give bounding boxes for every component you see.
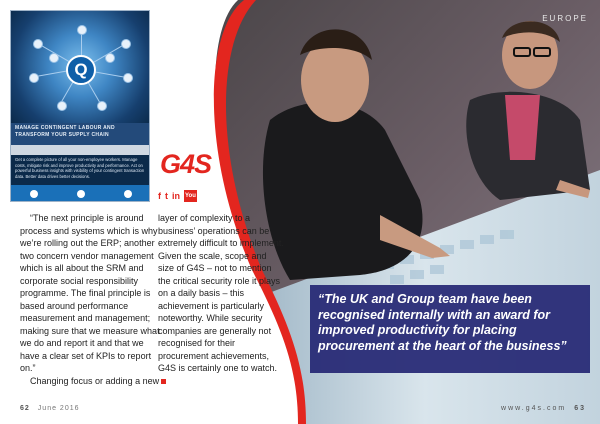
- article-paragraph: [158, 212, 284, 387]
- footer-left: [20, 405, 80, 413]
- q-logo-icon: Q: [66, 55, 96, 85]
- website-link[interactable]: www.g4s.com: [501, 405, 567, 412]
- g4s-logo: G4S: [160, 149, 212, 179]
- youtube-icon[interactable]: You: [184, 190, 197, 202]
- article-paragraph: “The next principle is around process and systems which is why we’re rolling out the ERP; another two concern vendor management which is all about the SRM and corporate social responsibility programme. The final principle is based around performance measurement and management; making sure that we measure what we do and report it and that we have a clear set of KPIs to report on.”: [20, 213, 160, 373]
- article-paragraph: Changing focus or adding a new: [30, 375, 160, 386]
- person-icon: [57, 101, 67, 111]
- person-icon: [121, 39, 131, 49]
- person-icon: [77, 25, 87, 35]
- advertisement[interactable]: [10, 10, 150, 202]
- linkedin-icon[interactable]: in: [172, 191, 180, 201]
- email-icon: [124, 190, 132, 198]
- person-icon: [97, 101, 107, 111]
- pull-quote: “The UK and Group team have been recognised internally with an award for improved productivity for placing procurement at the heart of the business”: [318, 292, 567, 353]
- phone-icon: [30, 190, 38, 198]
- ad-body: Get a complete picture of all your non-employee workers. Manage costs, mitigate risk and improve productivity and performance. Act on powerful business insights with visibility of your contingent transaction data. Better data drives better decisions.: [15, 157, 145, 179]
- issue-date: June 2016: [37, 405, 80, 412]
- person-icon: [49, 53, 59, 63]
- ad-strip: [11, 145, 150, 155]
- social-icons: [158, 190, 197, 202]
- article-column-right: [158, 212, 284, 387]
- person-icon: [123, 73, 133, 83]
- ad-headline: MANAGE CONTINGENT LABOUR AND TRANSFORM YOUR SUPPLY CHAIN: [11, 123, 150, 145]
- page-number: 63: [574, 405, 586, 412]
- twitter-icon[interactable]: t: [165, 191, 168, 201]
- article-column-left: [20, 212, 160, 387]
- ad-contact-bar: [11, 185, 150, 202]
- footer-right: [501, 405, 586, 413]
- section-label: EUROPE: [542, 14, 588, 23]
- pull-quote-box: [310, 285, 590, 373]
- facebook-icon[interactable]: f: [158, 191, 161, 201]
- end-of-article-mark: [161, 379, 166, 384]
- person-icon: [33, 39, 43, 49]
- ad-network-graphic: [11, 11, 150, 123]
- article-text: layer of complexity to a business’ operations can be extremely difficult to implement. Given the scale, scope and size of G4S – not to mention the critical security role it plays on a daily basis – this achievement is particularly noteworthy. While security companies are generally not recognised for their procurement achievements, G4S is certainly one to watch.: [158, 213, 284, 373]
- person-icon: [105, 53, 115, 63]
- page-number: 62: [20, 405, 30, 412]
- web-icon: [77, 190, 85, 198]
- person-icon: [29, 73, 39, 83]
